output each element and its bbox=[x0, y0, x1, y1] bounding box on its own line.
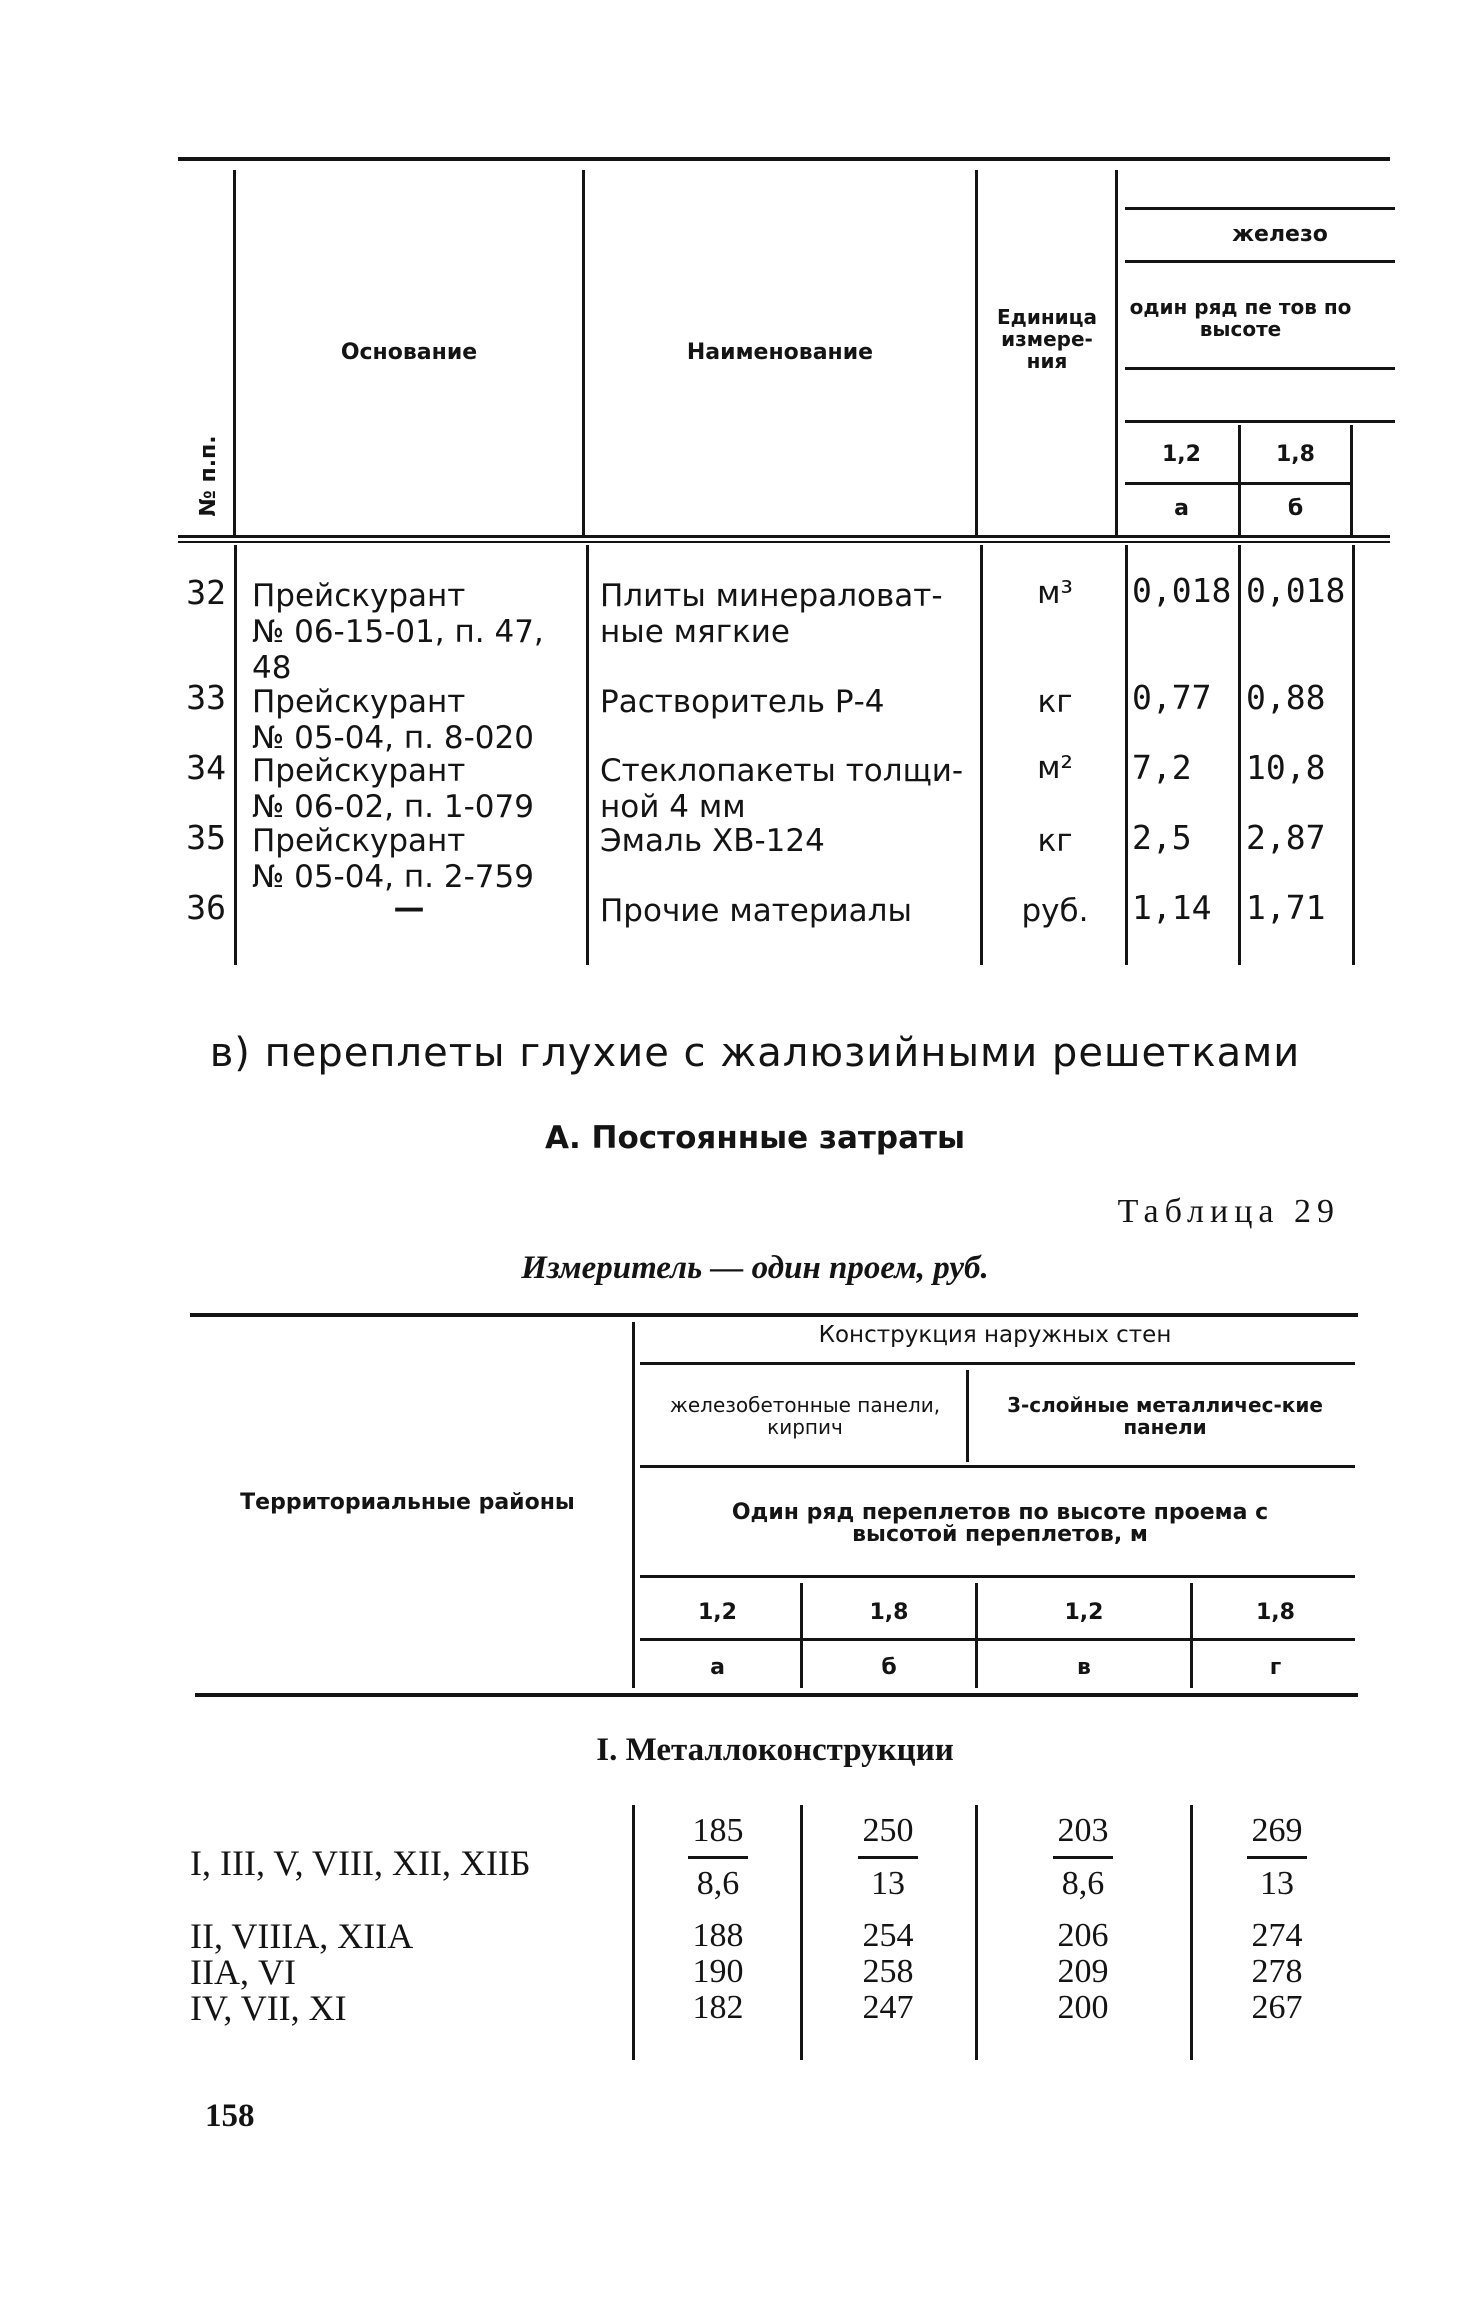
subcol-height-b: 1,8 bbox=[1276, 442, 1315, 467]
row-description: Один ряд переплетов по высоте проема с высотой переплетов, м bbox=[731, 1500, 1269, 1547]
name-line: Прочие материалы bbox=[600, 893, 912, 929]
basis-line: Прейскурант bbox=[252, 753, 466, 789]
table-1-divider bbox=[1352, 545, 1355, 965]
basis-line: № 06-15-01, п. 47, bbox=[252, 614, 544, 650]
table-29-divider bbox=[966, 1370, 969, 1462]
table-29-divider bbox=[800, 1805, 803, 2060]
section-heading: в) переплеты глухие с жалюзийными решетками bbox=[209, 1030, 1301, 1076]
row-value-b: 0,018 bbox=[1246, 571, 1346, 610]
row-basis bbox=[252, 823, 582, 895]
cell-value: 278 bbox=[1251, 1953, 1303, 1990]
col-header-num: № п.п. bbox=[196, 435, 221, 517]
fraction-bottom: 13 bbox=[871, 1865, 905, 1902]
region-label: IV, VII, XI bbox=[190, 1988, 347, 2028]
table-29-group-rule bbox=[640, 1575, 1355, 1578]
row-number: 33 bbox=[186, 678, 226, 717]
region-label: II, VIIIA, XIIA bbox=[190, 1916, 414, 1956]
row-number: 32 bbox=[186, 573, 226, 612]
row-basis bbox=[252, 753, 582, 825]
table-29-divider bbox=[632, 1805, 635, 2060]
table-1-divider bbox=[586, 545, 589, 965]
cell-value: 274 bbox=[1251, 1917, 1303, 1954]
fraction-bar bbox=[1053, 1856, 1113, 1859]
page-number: 158 bbox=[205, 2098, 255, 2134]
table-measure: Измеритель — один проем, руб. bbox=[521, 1250, 989, 1286]
row-value-a: 2,5 bbox=[1132, 818, 1192, 857]
group-header-walls: Конструкция наружных стен bbox=[818, 1322, 1172, 1348]
table-29-divider bbox=[975, 1805, 978, 2060]
row-name bbox=[600, 753, 970, 825]
col-header-regions: Территориальные районы bbox=[240, 1490, 575, 1515]
row-value-b: 10,8 bbox=[1246, 748, 1326, 787]
table-29-group-rule bbox=[640, 1638, 1355, 1641]
row-unit: м³ bbox=[1037, 575, 1073, 611]
fraction-top: 269 bbox=[1251, 1812, 1303, 1849]
cell-value: 209 bbox=[1057, 1953, 1109, 1990]
region-label: IIА, VI bbox=[190, 1952, 296, 1992]
group-header-material: железо bbox=[1232, 222, 1328, 247]
row-value-a: 1,14 bbox=[1132, 888, 1212, 927]
table-1-divider bbox=[980, 545, 983, 965]
table-1-divider bbox=[975, 170, 978, 536]
table-1-top-rule bbox=[178, 157, 1390, 161]
table-1-group-rule bbox=[1125, 207, 1395, 210]
basis-line: № 06-02, п. 1-079 bbox=[252, 789, 534, 825]
wall-type-1: железобетонные панели, кирпич bbox=[669, 1393, 941, 1439]
table-29-group-rule bbox=[640, 1362, 1355, 1365]
cell-value: 182 bbox=[692, 1989, 744, 2026]
col-height-d: 1,8 bbox=[1256, 1600, 1295, 1625]
basis-line: № 05-04, п. 8-020 bbox=[252, 720, 534, 756]
table-1-header-rule bbox=[178, 535, 1390, 538]
row-basis bbox=[236, 890, 582, 926]
basis-line: Прейскурант bbox=[252, 684, 466, 720]
cell-value: 200 bbox=[1057, 1989, 1109, 2026]
table-1-divider bbox=[1115, 170, 1118, 536]
subcol-letter-a: а bbox=[1174, 496, 1189, 521]
row-number: 34 bbox=[186, 748, 226, 787]
col-letter-c: в bbox=[1077, 1655, 1091, 1680]
name-line: ные мягкие bbox=[600, 614, 790, 650]
name-line: Эмаль ХВ-124 bbox=[600, 823, 825, 859]
row-value-b: 1,71 bbox=[1246, 888, 1326, 927]
cell-value: 190 bbox=[692, 1953, 744, 1990]
row-number: 36 bbox=[186, 888, 226, 927]
name-line: ной 4 мм bbox=[600, 789, 746, 825]
basis-line: Прейскурант bbox=[252, 578, 466, 614]
fraction-top: 185 bbox=[692, 1812, 744, 1849]
table-29-group-rule bbox=[640, 1465, 1355, 1468]
col-letter-a: а bbox=[710, 1655, 725, 1680]
row-unit: м² bbox=[1037, 750, 1073, 786]
section-subheading: А. Постоянные затраты bbox=[544, 1120, 966, 1156]
fraction-value bbox=[678, 1812, 758, 1903]
table-29-divider bbox=[1190, 1805, 1193, 2060]
col-height-b: 1,8 bbox=[869, 1600, 909, 1625]
wall-type-2: 3-слойные металличес-кие панели bbox=[1007, 1393, 1323, 1439]
row-number: 35 bbox=[186, 818, 226, 857]
cell-value: 267 bbox=[1251, 1989, 1303, 2026]
row-name bbox=[600, 893, 970, 929]
basis-line: Прейскурант bbox=[252, 823, 466, 859]
fraction-top: 250 bbox=[862, 1812, 914, 1849]
table-1-group-rule bbox=[1125, 367, 1395, 370]
row-value-a: 7,2 bbox=[1132, 748, 1192, 787]
name-line: Растворитель Р-4 bbox=[600, 684, 885, 720]
row-unit: кг bbox=[1037, 684, 1073, 720]
name-line: Стеклопакеты толщи- bbox=[600, 753, 964, 789]
fraction-bar bbox=[858, 1856, 918, 1859]
col-letter-b: б bbox=[881, 1655, 897, 1680]
table-section-title: I. Металлоконструкции bbox=[596, 1732, 954, 1768]
col-header-basis: Основание bbox=[340, 340, 478, 365]
row-unit: кг bbox=[1037, 823, 1073, 859]
fraction-bar bbox=[1247, 1856, 1307, 1859]
basis-line: — bbox=[393, 890, 425, 926]
row-unit: руб. bbox=[1021, 893, 1089, 929]
subcol-letter-b: б bbox=[1287, 496, 1304, 521]
name-line: Плиты минераловат- bbox=[600, 578, 943, 614]
col-letter-d: г bbox=[1269, 1655, 1282, 1680]
group-header-sub: один ряд пе тов по высоте bbox=[1129, 295, 1352, 341]
fraction-top: 203 bbox=[1057, 1812, 1109, 1849]
fraction-bar bbox=[688, 1856, 748, 1859]
fraction-value bbox=[848, 1812, 928, 1903]
cell-value: 258 bbox=[862, 1953, 914, 1990]
table-29-header-rule bbox=[195, 1693, 1358, 1697]
col-height-c: 1,2 bbox=[1064, 1600, 1104, 1625]
table-1-header-rule bbox=[178, 541, 1390, 543]
region-label: I, III, V, VIII, XII, XIIБ bbox=[190, 1843, 531, 1883]
row-value-b: 0,88 bbox=[1246, 678, 1326, 717]
row-name bbox=[600, 823, 970, 859]
table-1-divider bbox=[1125, 545, 1128, 965]
basis-line: 48 bbox=[252, 650, 292, 686]
cell-value: 247 bbox=[862, 1989, 914, 2026]
row-name bbox=[600, 578, 970, 650]
table-1-divider bbox=[1238, 545, 1241, 965]
table-1-group-rule bbox=[1125, 260, 1395, 263]
row-value-a: 0,018 bbox=[1132, 571, 1232, 610]
cell-value: 188 bbox=[692, 1917, 744, 1954]
row-basis bbox=[252, 684, 582, 756]
table-29-divider bbox=[632, 1322, 635, 1688]
fraction-bottom: 8,6 bbox=[696, 1865, 740, 1902]
fraction-value bbox=[1237, 1812, 1317, 1903]
col-header-unit: Единица измере-ния bbox=[997, 305, 1097, 373]
fraction-value bbox=[1043, 1812, 1123, 1903]
row-value-b: 2,87 bbox=[1246, 818, 1326, 857]
row-basis bbox=[252, 578, 582, 686]
cell-value: 206 bbox=[1057, 1917, 1109, 1954]
table-label: Таблица 29 bbox=[1117, 1193, 1340, 1230]
table-1-subcol-divider bbox=[1350, 425, 1353, 535]
fraction-bottom: 13 bbox=[1260, 1865, 1294, 1902]
subcol-height-a: 1,2 bbox=[1162, 442, 1201, 467]
row-name bbox=[600, 684, 970, 720]
cell-value: 254 bbox=[862, 1917, 914, 1954]
col-height-a: 1,2 bbox=[698, 1600, 737, 1625]
fraction-bottom: 8,6 bbox=[1061, 1865, 1105, 1902]
table-1-group-rule bbox=[1125, 420, 1395, 423]
row-value-a: 0,77 bbox=[1132, 678, 1212, 717]
table-29-top-rule bbox=[190, 1313, 1358, 1317]
basis-line: № 05-04, п. 2-759 bbox=[252, 859, 534, 895]
col-header-name: Наименование bbox=[686, 340, 874, 365]
